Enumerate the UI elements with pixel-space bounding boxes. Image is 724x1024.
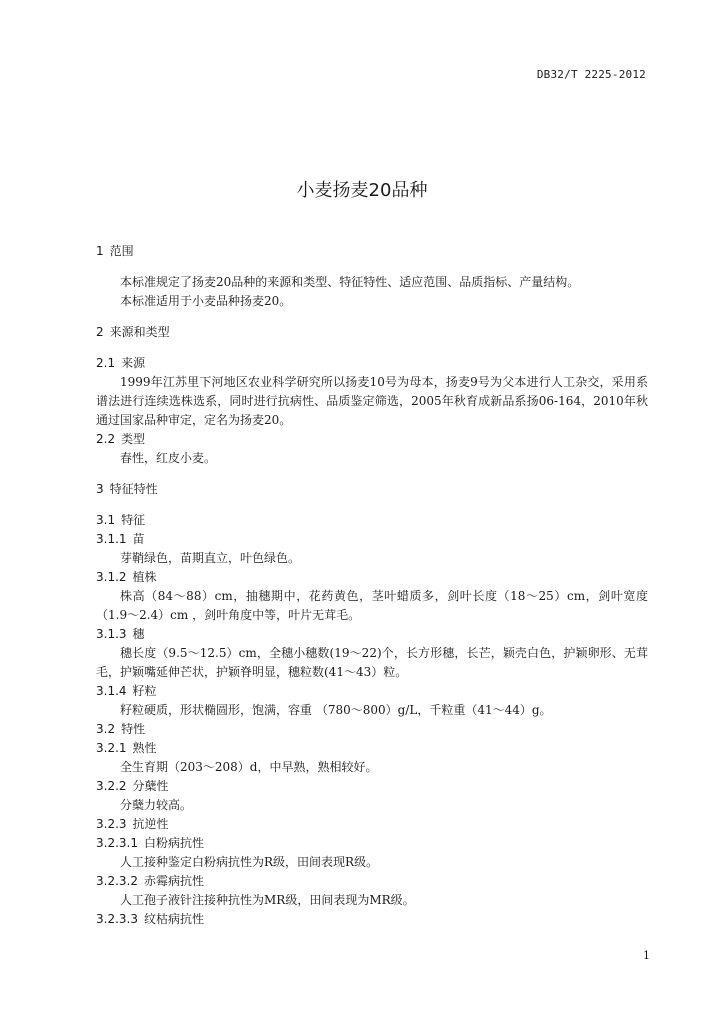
standard-code: DB32/T 2225-2012	[536, 68, 646, 81]
section-heading-3-2-3-3: 3.2.3.3 纹枯病抗性	[96, 912, 204, 926]
paragraph: 春性，红皮小麦。	[120, 451, 217, 465]
section-heading-1: 1 范围	[96, 244, 134, 258]
document-title: 小麦扬麦20品种	[296, 180, 428, 201]
section-heading-3-2-2: 3.2.2 分蘖性	[96, 779, 169, 793]
paragraph: 株高（84～88）cm，抽穗期中，花药黄色，茎叶蜡质多，剑叶长度（18～25）cm，剑叶宽度（1.9～2.4）cm ，剑叶角度中等，叶片无茸毛。	[96, 589, 648, 622]
section-heading-3-2: 3.2 特性	[96, 722, 146, 736]
section-heading-3-1: 3.1 特征	[96, 513, 146, 527]
section-heading-3-1-2: 3.1.2 植株	[96, 570, 157, 584]
section-heading-2: 2 来源和类型	[96, 325, 170, 339]
paragraph: 人工孢子液针注接种抗性为MR级，田间表现为MR级。	[120, 893, 415, 907]
paragraph: 本标准规定了扬麦20品种的来源和类型、特征特性、适应范围、品质指标、产量结构。	[120, 275, 580, 289]
section-heading-3-2-3-2: 3.2.3.2 赤霉病抗性	[96, 874, 204, 888]
paragraph: 穗长度（9.5～12.5）cm，全穗小穗数(19～22)个，长方形穗，长芒，颖壳白色，护颖卵形、无茸毛，护颖嘴延伸芒状，护颖脊明显，穗粒数(41～43）粒。	[96, 646, 648, 679]
paragraph: 人工接种鉴定白粉病抗性为R级，田间表现R级。	[120, 855, 379, 869]
paragraph: 全生育期（203～208）d，中早熟，熟相较好。	[120, 760, 378, 774]
section-heading-3-1-4: 3.1.4 籽粒	[96, 684, 157, 698]
section-heading-3-2-3: 3.2.3 抗逆性	[96, 817, 169, 831]
paragraph: 分蘖力较高。	[120, 798, 193, 812]
paragraph: 本标准适用于小麦品种扬麦20。	[120, 294, 292, 308]
section-heading-3: 3 特征特性	[96, 482, 158, 496]
section-heading-2-2: 2.2 类型	[96, 432, 146, 446]
section-heading-3-1-1: 3.1.1 苗	[96, 532, 145, 546]
paragraph: 1999年江苏里下河地区农业科学研究所以扬麦10号为母本，扬麦9号为父本进行人工杂交，采用系谱法进行连续选株选系，同时进行抗病性、品质鉴定筛选，2005年秋育成新品系扬06-164，2010年秋通过国家品种审定，定名为扬麦20。	[96, 375, 648, 427]
paragraph: 籽粒硬质，形状椭圆形，饱满，容重 （780～800）g/L，千粒重（41～44）g。	[120, 703, 552, 717]
page-number: 1	[643, 949, 650, 962]
section-heading-3-2-3-1: 3.2.3.1 白粉病抗性	[96, 836, 204, 850]
section-heading-3-1-3: 3.1.3 穗	[96, 627, 145, 641]
paragraph: 芽鞘绿色，苗期直立，叶色绿色。	[120, 551, 301, 565]
section-heading-3-2-1: 3.2.1 熟性	[96, 741, 157, 755]
document-body	[96, 242, 648, 929]
section-heading-2-1: 2.1 来源	[96, 356, 146, 370]
